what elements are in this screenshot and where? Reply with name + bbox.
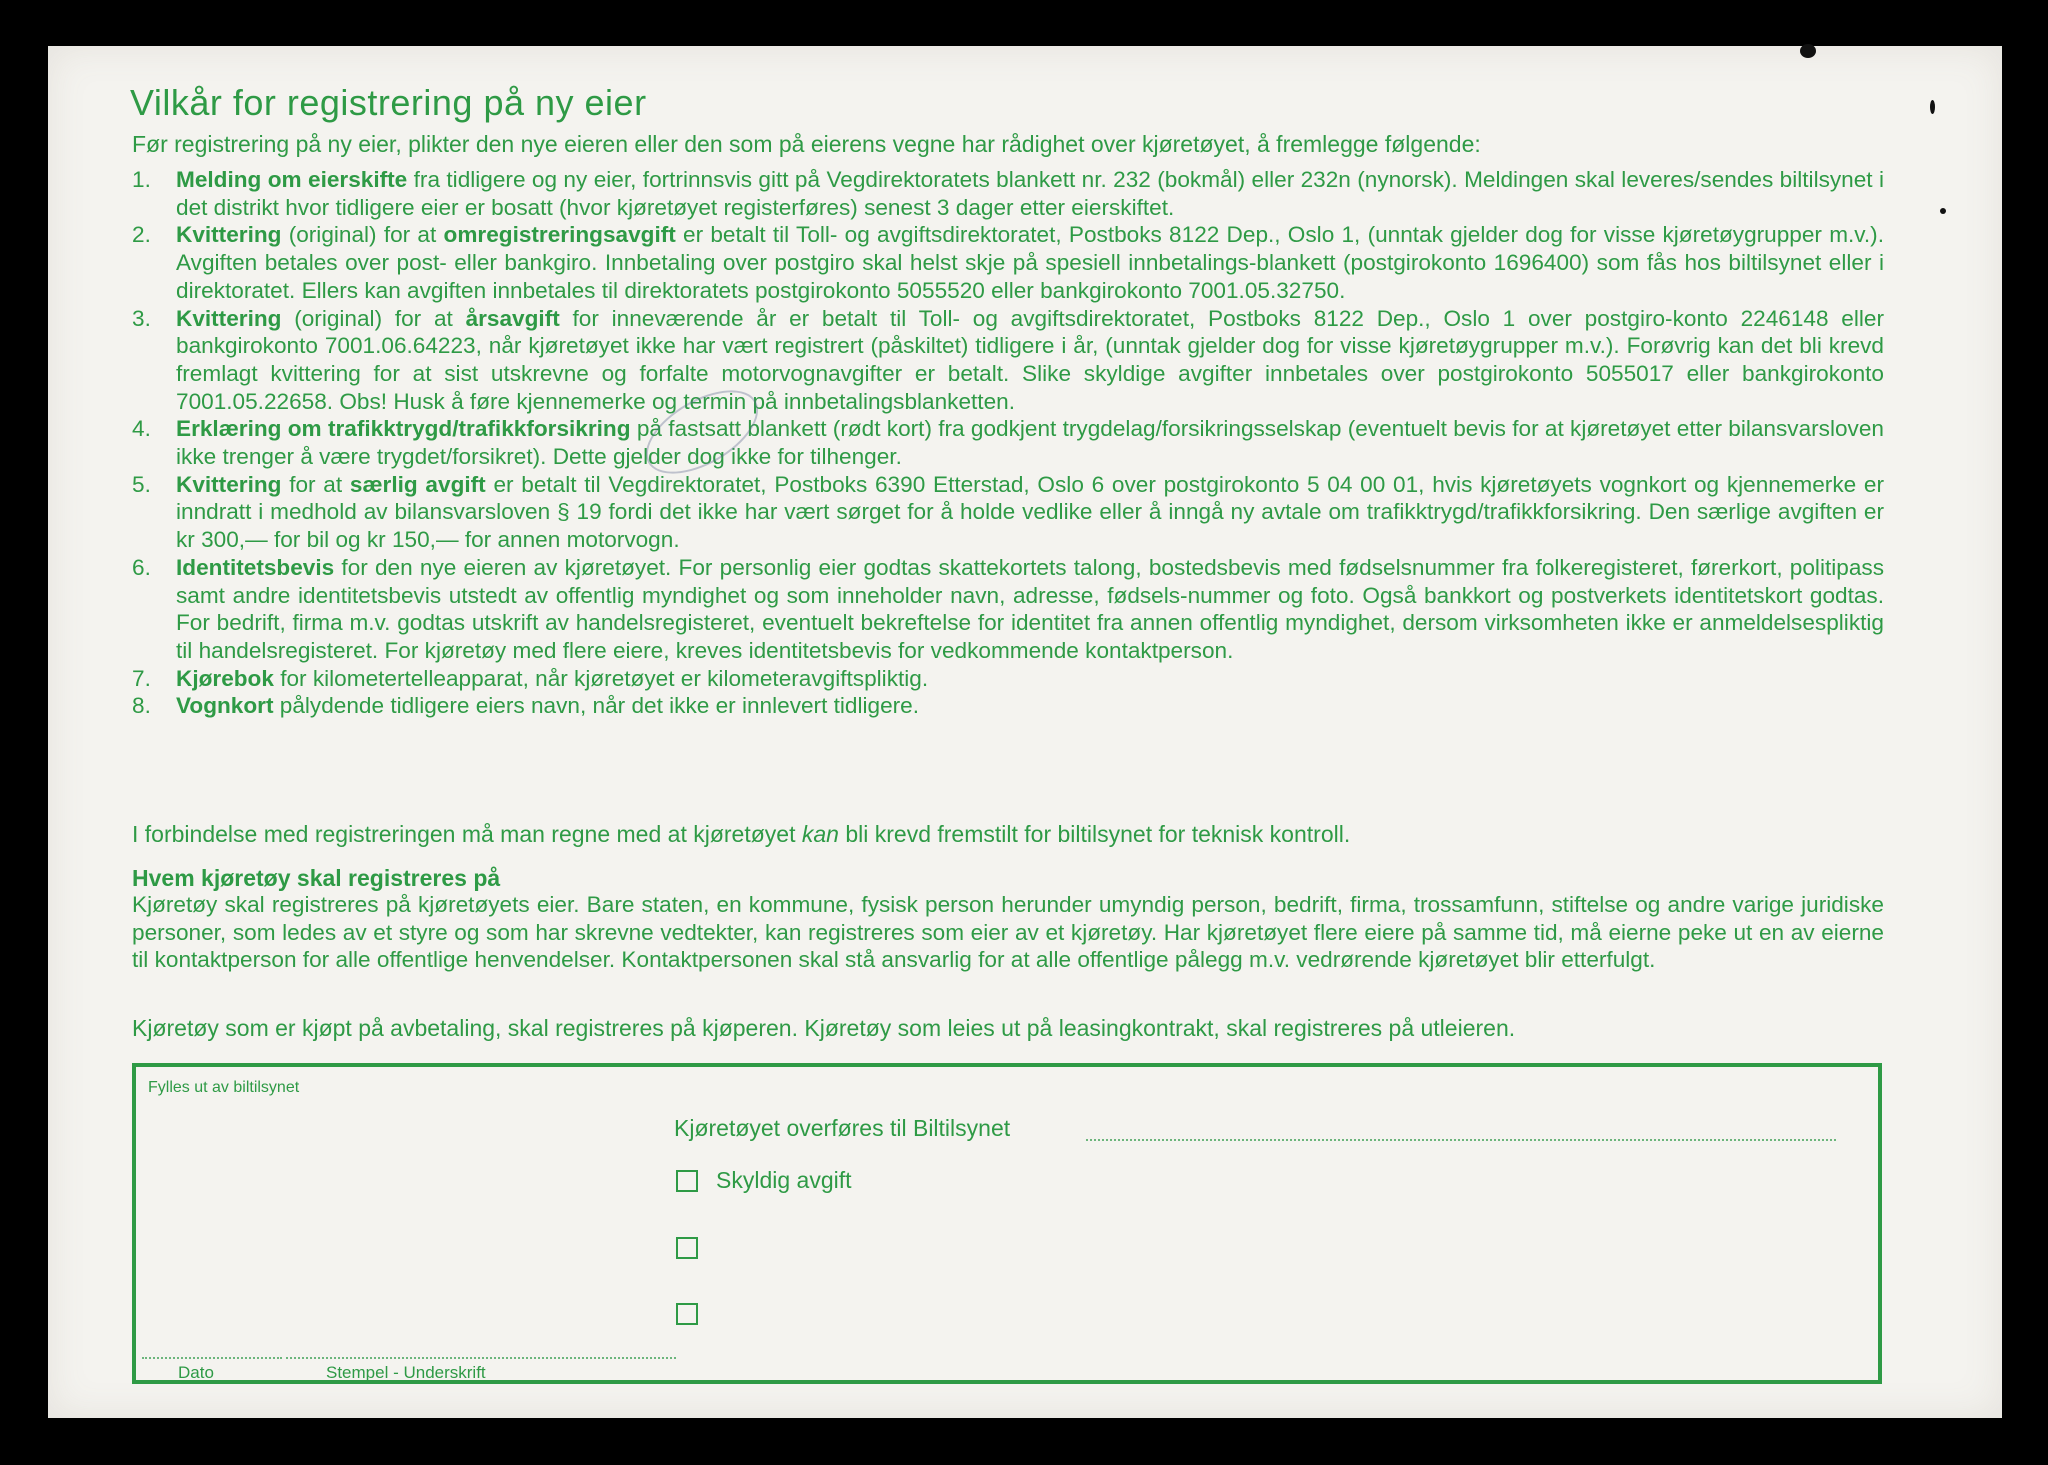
section-paragraph: Kjøretøy skal registreres på kjøretøyets eier. Bare staten, en kommune, fysisk person herunder umyndig person, bedrift, firma, trossamfunn, stiftelse og andre varige juridiske personer, som ledes av et styre og som har skrevne vedtekter, kan registreres som eier av et kjøretøy. Har kjøretøyet flere eiere på samme tid, må eierne peke ut en av eierne til kontaktperson for alle offentlige henvendelser. Kontaktpersonen skal stå ansvarlig for at alle offentlige pålegg m.v. vedrørende kjøretøyet blir etterfulgt. [132, 892, 1884, 973]
requirements-list [132, 166, 1884, 720]
signature-label: Stempel - Underskrift [326, 1363, 486, 1382]
office-use-box [132, 1063, 1882, 1384]
intro-text: Før registrering på ny eier, plikter den nye eieren eller den som på eierens vegne har rådighet over kjøretøyet, å fremlegge følgende: [132, 131, 1481, 157]
inspection-note: I forbindelse med registreringen må man regne med at kjøretøyet kan bli krevd fremstilt for biltilsynet for teknisk kontroll. [132, 821, 1351, 847]
list-item: 3. Kvittering (original) for at årsavgift for inneværende år er betalt til Toll- og avgiftsdirektoratet, Postboks 8122 Dep., Oslo 1 over postgiro-konto 2246148 eller bankgirokonto 7001.06.64223, når kjøretøyet ikke har vært registrert (påskiltet) tidligere i år, (unntak gjelder dog for visse kjøretøygrupper m.v.). Forøvrig kan det bli krevd fremlagt kvittering for at sist utskrevne og forfalte motorvognavgifter er betalt. Slike skyldige avgifter innbetales over postgirokonto 5055017 eller bankgirokonto 7001.05.22658. Obs! Husk å føre kjennemerke og termin på innbetalingsblanketten. [132, 305, 1884, 414]
signature-dotted-line [286, 1357, 676, 1359]
checkbox-skyldig-avgift[interactable] [676, 1170, 698, 1192]
date-dotted-line [142, 1357, 282, 1359]
dust-speck [1940, 208, 1946, 214]
list-item: 8. Vognkort pålydende tidligere eiers navn, når det ikke er innlevert tidligere. [132, 693, 920, 719]
list-item: 4. Erklæring om trafikktrygd/trafikkforsikring på fastsatt blankett (rødt kort) fra godkjent trygdelag/forsikringsselskap (eventuelt bevis for at kjøretøyet etter bilansvarsloven ikke trenger å være trygdet/forsikret). Dette gjelder dog ikke for tilhenger. [132, 416, 1884, 470]
office-use-label: Fylles ut av biltilsynet [148, 1079, 300, 1096]
list-item: 2. Kvittering (original) for at omregistreringsavgift er betalt til Toll- og avgiftsdirektoratet, Postboks 8122 Dep., Oslo 1, (unntak gjelder dog for visse kjøretøygrupper m.v.). Avgiften betales over post- eller bankgiro. Innbetaling over postgiro skal helst skje på spesiell innbetalings-blankett (postgirokonto 1696400) som fås hos biltilsynet eller i direktoratet. Ellers kan avgiften innbetales til direktoratets postgirokonto 5055520 eller bankgirokonto 7001.05.32750. [132, 222, 1884, 303]
section-heading: Hvem kjøretøy skal registreres på [132, 865, 501, 891]
checkbox-label-skyldig-avgift: Skyldig avgift [716, 1167, 852, 1193]
list-item: 1. Melding om eierskifte fra tidligere og ny eier, fortrinnsvis gitt på Vegdirektoratets blankett nr. 232 (bokmål) eller 232n (nynorsk). Meldingen skal leveres/sendes biltilsynet i det distrikt hvor tidligere eier er bosatt (hvor kjøretøyet registerføres) senest 3 dager etter eierskiftet. [132, 167, 1884, 220]
leasing-paragraph: Kjøretøy som er kjøpt på avbetaling, skal registreres på kjøperen. Kjøretøy som leies ut på leasingkontrakt, skal registreres på utleieren. [132, 1015, 1516, 1041]
date-label: Dato [178, 1363, 214, 1382]
list-item: 6. Identitetsbevis for den nye eieren av kjøretøyet. For personlig eier godtas skattekortets talong, bostedsbevis med fødselsnummer fra folkeregisteret, førerkort, politipass samt andre identitetsbevis utstedt av offentlig myndighet og som inneholder navn, adresse, fødsels-nummer og foto. Også bankkort og postverkets identitetskort godtas. For bedrift, firma m.v. godtas utskrift av handelsregisteret, eventuelt bekreftelse for identitet fra annen offentlig myndighet, dersom virksomheten ikke er anmeldelsespliktig til handelsregisteret. For kjøretøy med flere eiere, kreves identitetsbevis for vedkommende kontaktperson. [132, 554, 1884, 663]
transfer-dotted-line [1086, 1139, 1836, 1141]
dust-speck [1800, 44, 1816, 58]
list-item: 5. Kvittering for at særlig avgift er betalt til Vegdirektoratet, Postboks 6390 Etterstad, Oslo 6 over postgirokonto 5 04 00 01, hvis kjøretøyets vognkort og kjennemerke er inndratt i medhold av bilansvarsloven § 19 fordi det ikke har vært sørget for å holde vedlike eller å inngå ny avtale om trafikktrygd/trafikkforsikring. Den særlige avgiften er kr 300,— for bil og kr 150,— for annen motorvogn. [132, 471, 1885, 553]
checkbox-blank-1[interactable] [676, 1237, 698, 1259]
checkbox-blank-2[interactable] [676, 1303, 698, 1325]
list-item: 7. Kjørebok for kilometertelleapparat, når kjøretøyet er kilometeravgiftspliktig. [132, 665, 929, 691]
transfer-label: Kjøretøyet overføres til Biltilsynet [674, 1115, 1011, 1141]
page-title: Vilkår for registrering på ny eier [130, 82, 647, 123]
dust-speck [1930, 100, 1935, 114]
